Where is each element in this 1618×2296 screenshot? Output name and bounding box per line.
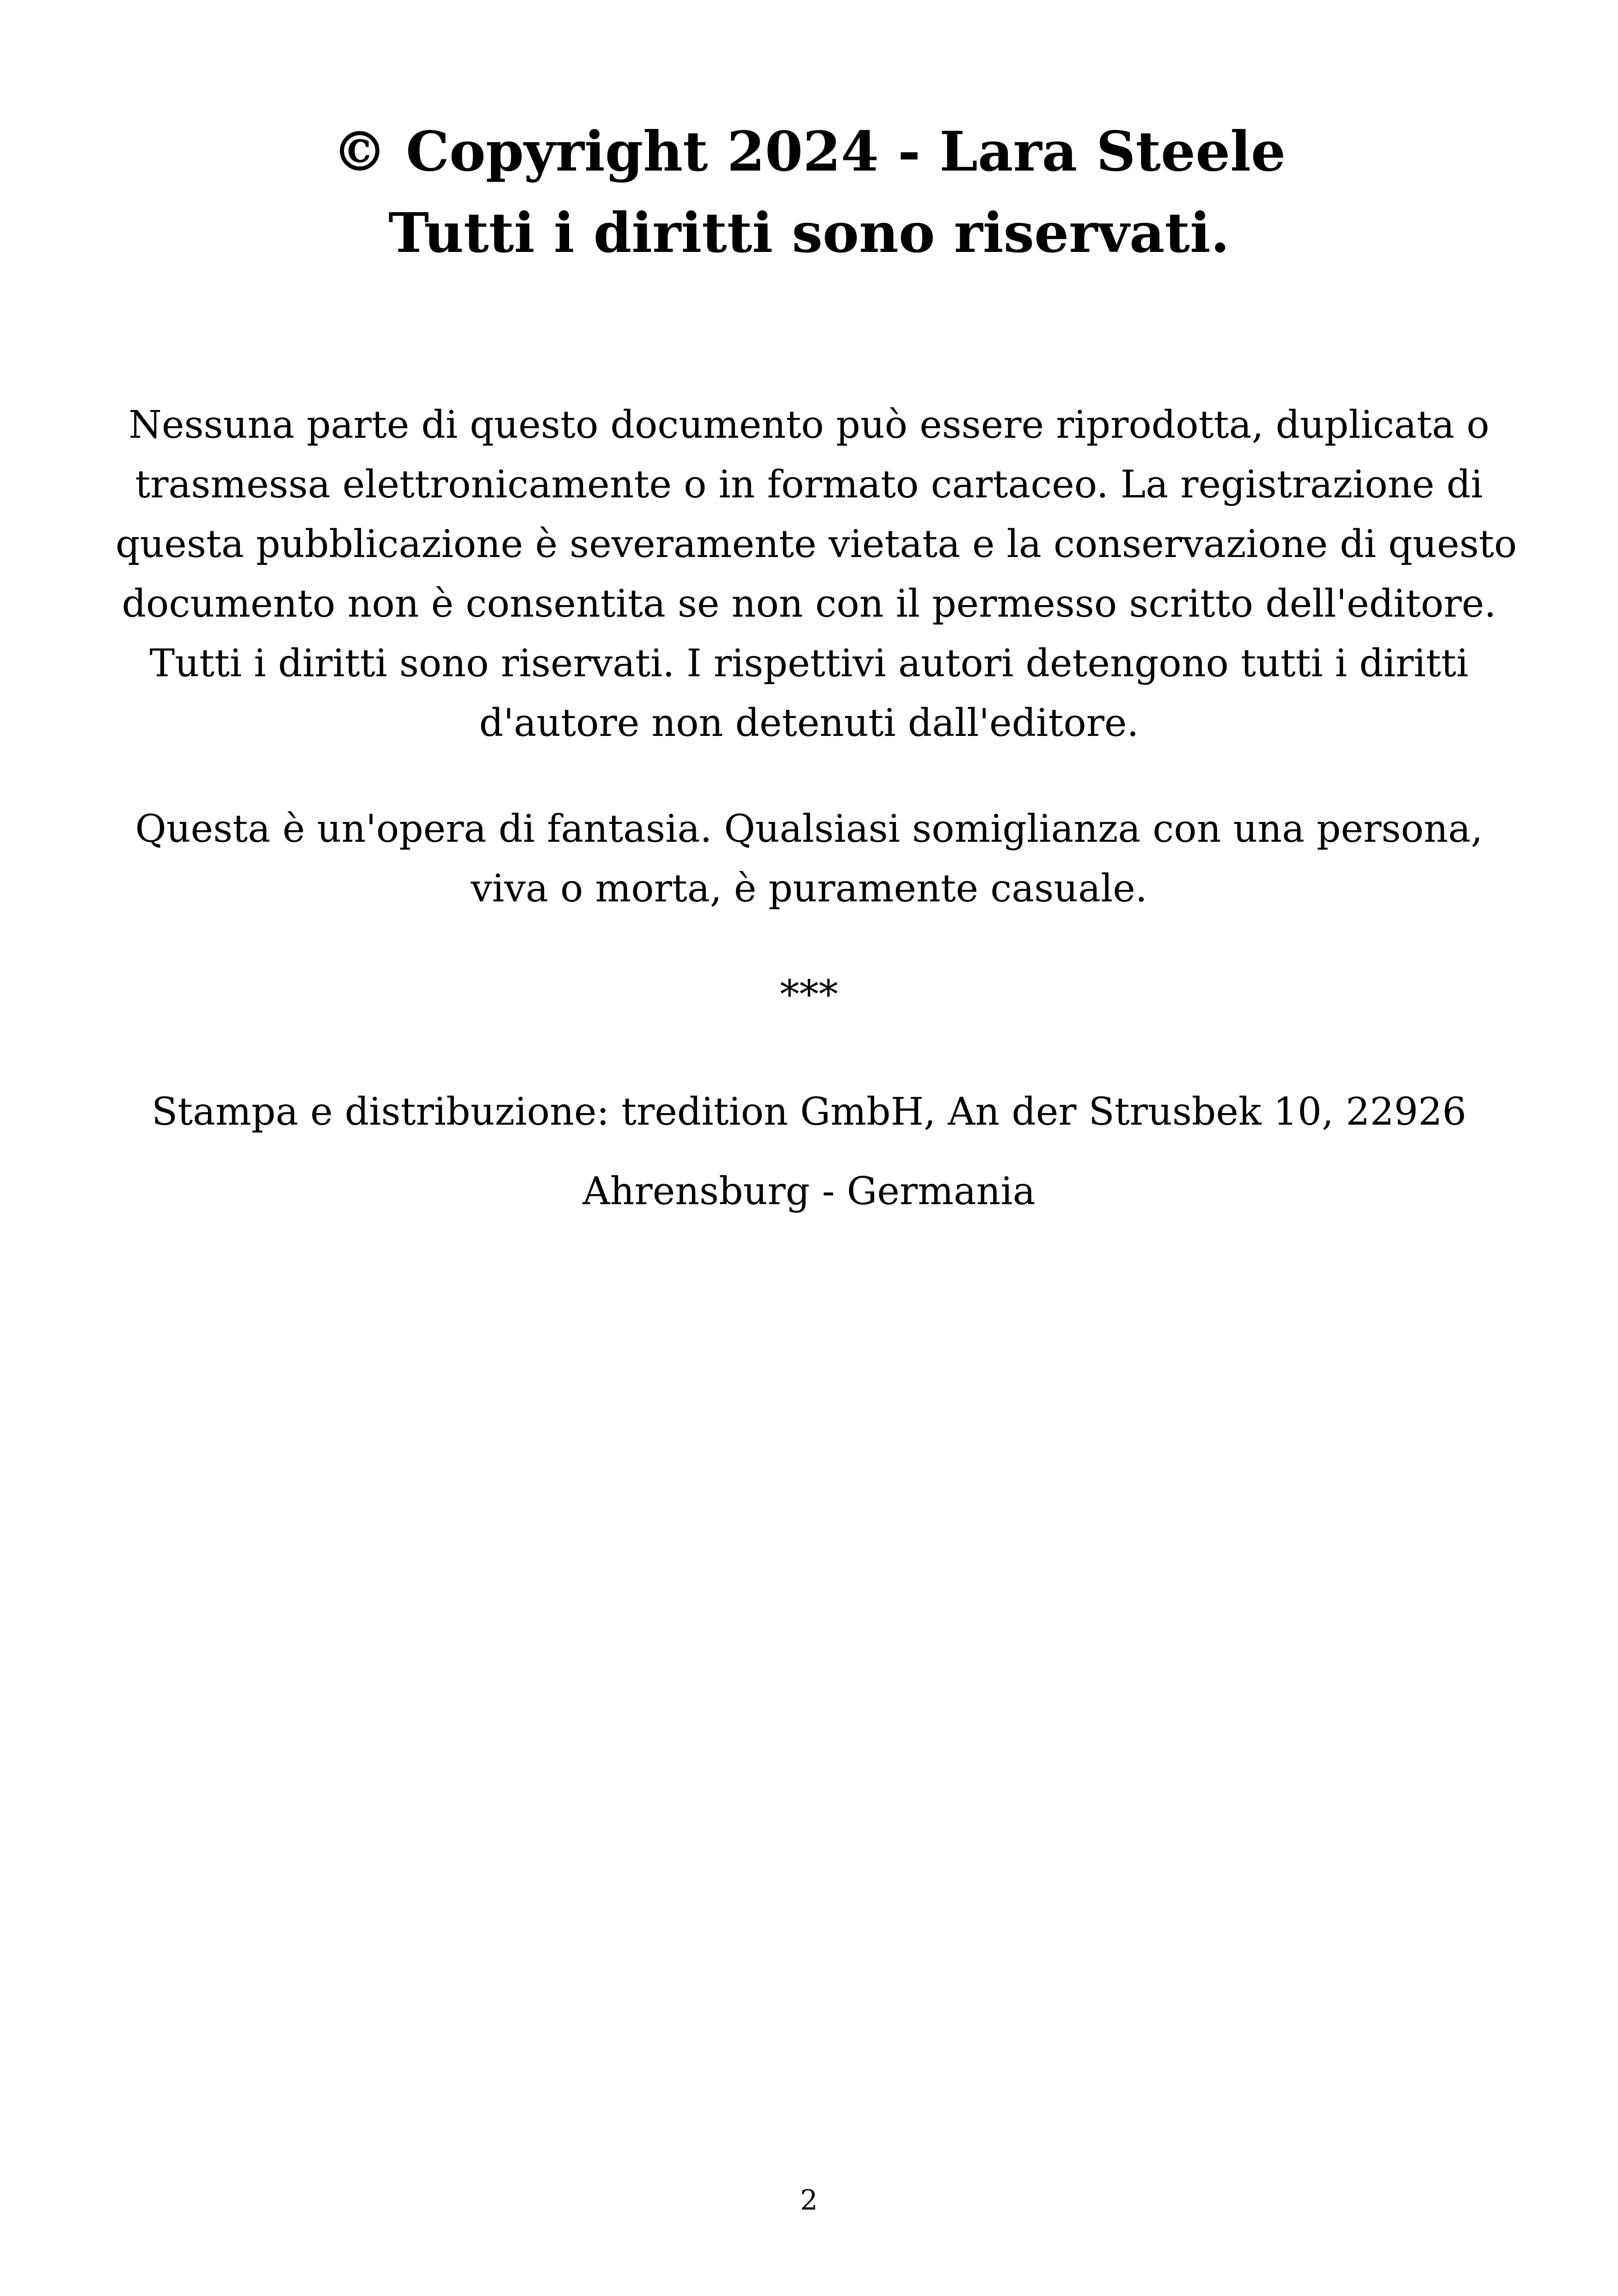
printer-line: Stampa e distribuzione: tredition GmbH, An der Strusbek 10, 22926: [151, 1090, 1466, 1134]
printer-line: Ahrensburg - Germania: [582, 1169, 1036, 1213]
notice-line: d'autore non detenuti dall'editore.: [479, 701, 1139, 745]
fiction-disclaimer: [116, 799, 1502, 918]
printer-info: [116, 1072, 1502, 1231]
rights-reserved-heading: Tutti i diritti sono riservati.: [388, 201, 1230, 265]
disclaimer-line: viva o morta, è puramente casuale.: [471, 867, 1147, 911]
page-number: 2: [800, 2184, 818, 2216]
paragraph-gap: [116, 918, 1502, 965]
copyright-title: [0, 111, 1618, 274]
section-separator: ***: [780, 972, 838, 1017]
disclaimer-line: Questa è un'opera di fantasia. Qualsiasi somiglianza con una persona,: [135, 807, 1483, 851]
notice-line: trasmessa elettronicamente o in formato cartaceo. La registrazione di: [135, 463, 1483, 507]
notice-line: Tutti i diritti sono riservati. I rispettivi autori detengono tutti i diritti: [149, 642, 1469, 686]
notice-line: questa pubblicazione è severamente vietata e la conservazione di questo: [116, 522, 1517, 566]
notice-line: documento non è consentita se non con il permesso scritto dell'editore.: [122, 582, 1496, 626]
reproduction-notice: [116, 395, 1517, 753]
legal-text: [116, 395, 1517, 1024]
notice-line: Nessuna parte di questo documento può essere riprodotta, duplicata o: [129, 403, 1489, 447]
paragraph-gap: [116, 753, 1502, 799]
copyright-heading: © Copyright 2024 - Lara Steele: [332, 119, 1286, 184]
